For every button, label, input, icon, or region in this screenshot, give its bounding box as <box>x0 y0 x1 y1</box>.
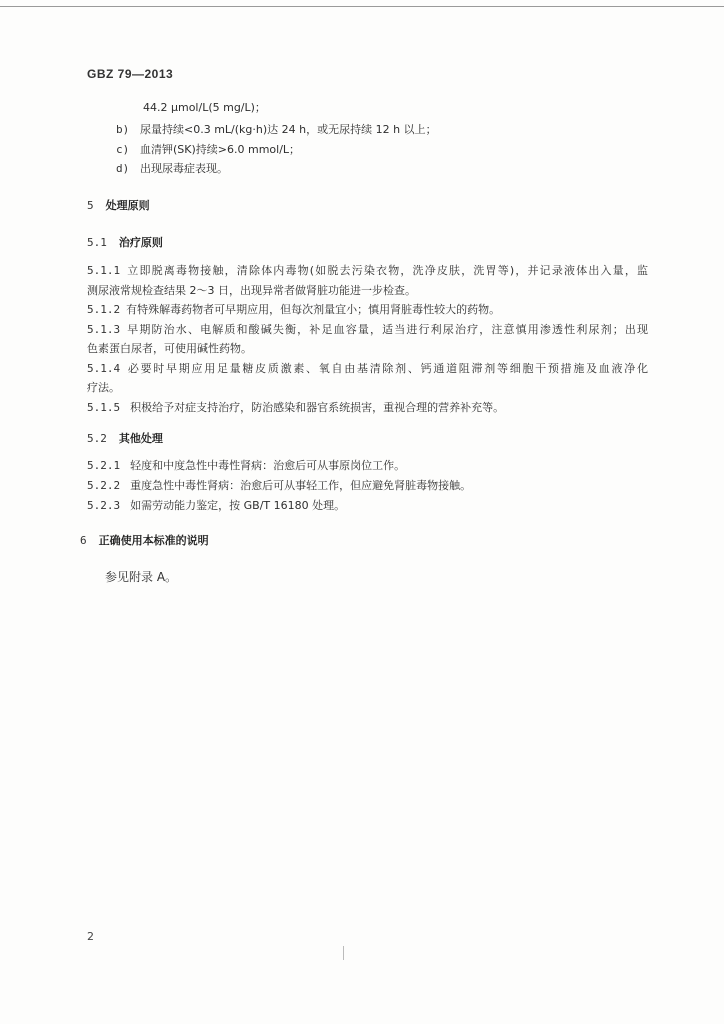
clause-5-1-2 <box>87 303 500 317</box>
clause-5-1-3-line1 <box>87 323 648 337</box>
list-item-text: 出现尿毒症表现。 <box>140 162 228 175</box>
section-5-1-heading <box>87 234 163 250</box>
section-title: 治疗原则 <box>118 236 163 249</box>
section-6-heading <box>80 532 209 548</box>
section-5-heading <box>87 197 150 213</box>
top-rule <box>0 6 724 7</box>
clause-number: 5.2.3 <box>87 499 121 512</box>
clause-text: 有特殊解毒药物者可早期应用，但每次剂量宜小；慎用肾脏毒性较大的药物。 <box>126 303 501 316</box>
clause-number: 5.1.3 <box>87 323 121 336</box>
clause-number: 5.1.4 <box>87 362 121 375</box>
continuation-value-line: 44.2 μmol/L(5 mg/L)； <box>143 101 266 114</box>
section-5-2-heading <box>87 430 163 446</box>
clause-5-1-4-line1 <box>87 362 648 376</box>
section-title: 其他处理 <box>118 432 163 445</box>
section-number: 6 <box>80 534 87 547</box>
clause-5-2-3 <box>87 499 345 513</box>
clause-number: 5.2.1 <box>87 459 121 472</box>
list-item-c <box>116 143 300 157</box>
clause-text: 早期防治水、电解质和酸碱失衡，补足血容量，适当进行利尿治疗，注意慎用渗透性利尿剂；出现 <box>126 323 648 336</box>
list-item-text: 尿量持续<0.3 mL/(kg·h)达 24 h，或无尿持续 12 h 以上； <box>140 123 437 136</box>
page-number: 2 <box>87 930 94 943</box>
list-item-d <box>116 162 228 176</box>
standard-code-header: GBZ 79—2013 <box>87 67 174 81</box>
section-title: 处理原则 <box>105 199 150 212</box>
clause-5-1-3-line2: 色素蛋白尿者，可使用碱性药物。 <box>87 342 252 355</box>
clause-text: 立即脱离毒物接触，清除体内毒物(如脱去污染衣物，洗净皮肤，洗胃等)，并记录液体出入量，监 <box>126 264 648 277</box>
clause-5-1-4-line2: 疗法。 <box>87 381 120 394</box>
section-number: 5.1 <box>87 236 107 249</box>
clause-text: 重度急性中毒性肾病：治愈后可从事轻工作，但应避免肾脏毒物接触。 <box>130 479 472 492</box>
clause-text: 轻度和中度急性中毒性肾病：治愈后可从事原岗位工作。 <box>130 459 406 472</box>
clause-5-1-1-line2: 测尿液常规检查结果 2～3 日，出现异常者做肾脏功能进一步检查。 <box>87 284 416 297</box>
section-6-body: 参见附录 A。 <box>105 570 178 584</box>
clause-text: 如需劳动能力鉴定，按 GB/T 16180 处理。 <box>130 499 346 512</box>
list-marker: d) <box>116 162 130 175</box>
scan-mark <box>343 946 344 960</box>
clause-5-1-5 <box>87 401 504 415</box>
clause-5-2-1 <box>87 459 405 473</box>
clause-text: 积极给予对症支持治疗，防治感染和器官系统损害，重视合理的营养补充等。 <box>130 401 505 414</box>
list-item-text: 血清钾(SK)持续>6.0 mmol/L； <box>140 143 301 156</box>
clause-5-1-1-line1 <box>87 264 648 278</box>
section-title: 正确使用本标准的说明 <box>98 534 209 547</box>
clause-5-2-2 <box>87 479 471 493</box>
clause-number: 5.1.1 <box>87 264 121 277</box>
clause-number: 5.1.2 <box>87 303 121 316</box>
list-marker: c) <box>116 143 130 156</box>
clause-text: 必要时早期应用足量糖皮质激素、氧自由基清除剂、钙通道阻滞剂等细胞干预措施及血液净化 <box>126 362 648 375</box>
clause-number: 5.1.5 <box>87 401 121 414</box>
clause-number: 5.2.2 <box>87 479 121 492</box>
list-marker: b) <box>116 123 130 136</box>
section-number: 5 <box>87 199 94 212</box>
section-number: 5.2 <box>87 432 107 445</box>
list-item-b <box>116 123 437 137</box>
